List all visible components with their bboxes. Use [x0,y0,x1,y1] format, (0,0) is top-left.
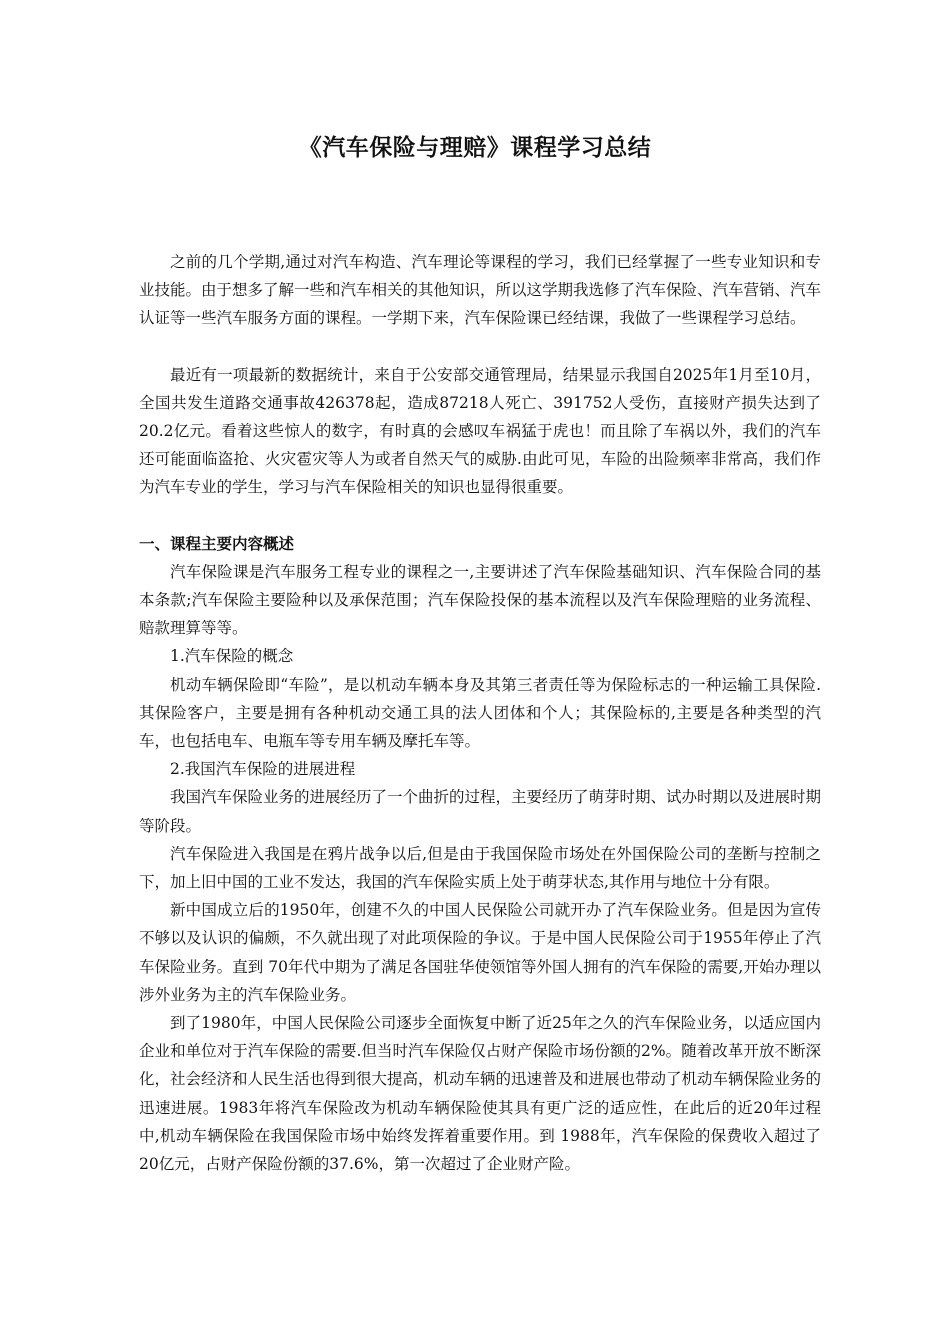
subsection-title: 2.我国汽车保险的进展进程 [170,760,356,779]
body-paragraph: 新中国成立后的1950年，创建不久的中国人民保险公司就开办了汽车保险业务。但是因为宣传不够以及认识的偏颇，不久就出现了对此项保险的争议。于是中国人民保险公司于1955年停止了汽车保险业务。直到 70年代中期为了满足各国驻华使领馆等外国人拥有的汽车保险的需要,开始办理以涉外业务为主的汽车保险业务。 [139,901,821,1004]
intro-paragraph: 最近有一项最新的数据统计，来自于公安部交通管理局，结果显示我国自2025年1月至10月，全国共发生道路交通事故426378起，造成87218人死亡、391752人受伤，直接财产损失达到了20.2亿元。看着这些惊人的数字，有时真的会感叹车祸猛于虎也！而且除了车祸以外，我们的汽车还可能面临盗抢、火灾雹灾等人为或者自然天气的威胁.由此可见，车险的出险频率非常高，我们作为汽车专业的学生，学习与汽车保险相关的知识也显得很重要。 [139,365,821,497]
section-heading: 一、课程主要内容概述 [139,534,295,553]
document-title: 《汽车保险与理赔》课程学习总结 [298,135,652,161]
document-body [139,248,821,1178]
intro-paragraph: 之前的几个学期,通过对汽车构造、汽车理论等课程的学习，我们已经掌握了一些专业知识和专业技能。由于想多了解一些和汽车相关的其他知识，所以这学期我选修了汽车保险、汽车营销、汽车认证等一些汽车服务方面的课程。一学期下来，汽车保险课已经结课，我做了一些课程学习总结。 [139,253,822,328]
body-paragraph: 汽车保险课是汽车服务工程专业的课程之一,主要讲述了汽车保险基础知识、汽车保险合同的基本条款;汽车保险主要险种以及承保范围；汽车保险投保的基本流程以及汽车保险理赔的业务流程、赔款理算等等。 [139,562,821,638]
subsection-title: 1.汽车保险的概念 [170,647,294,666]
body-paragraph: 汽车保险进入我国是在鸦片战争以后,但是由于我国保险市场处在外国保险公司的垄断与控制之下，加上旧中国的工业不发达，我国的汽车保险实质上处于萌芽状态,其作用与地位十分有限。 [139,844,821,892]
body-paragraph: 机动车辆保险即“车险”，是以机动车辆本身及其第三者责任等为保险标志的一种运输工具保险.其保险客户，主要是拥有各种机动交通工具的法人团体和个人；其保险标的,主要是各种类型的汽车，也包括电车、电瓶车等专用车辆及摩托车等。 [139,675,821,751]
body-paragraph: 到了1980年，中国人民保险公司逐步全面恢复中断了近25年之久的汽车保险业务，以适应国内企业和单位对于汽车保险的需要.但当时汽车保险仅占财产保险市场份额的2%。随着改革开放不断深化，社会经济和人民生活也得到很大提高，机动车辆的迅速普及和进展也带动了机动车辆保险业务的迅速进展。1983年将汽车保险改为机动车辆保险使其具有更广泛的适应性，在此后的近20年过程中,机动车辆保险在我国保险市场中始终发挥着重要作用。到 1988年，汽车保险的保费收入超过了20亿元，占财产保险份额的37.6%，第一次超过了企业财产险。 [139,1014,822,1174]
body-paragraph: 我国汽车保险业务的进展经历了一个曲折的过程，主要经历了萌芽时期、试办时期以及进展时期等阶段。 [139,788,822,835]
